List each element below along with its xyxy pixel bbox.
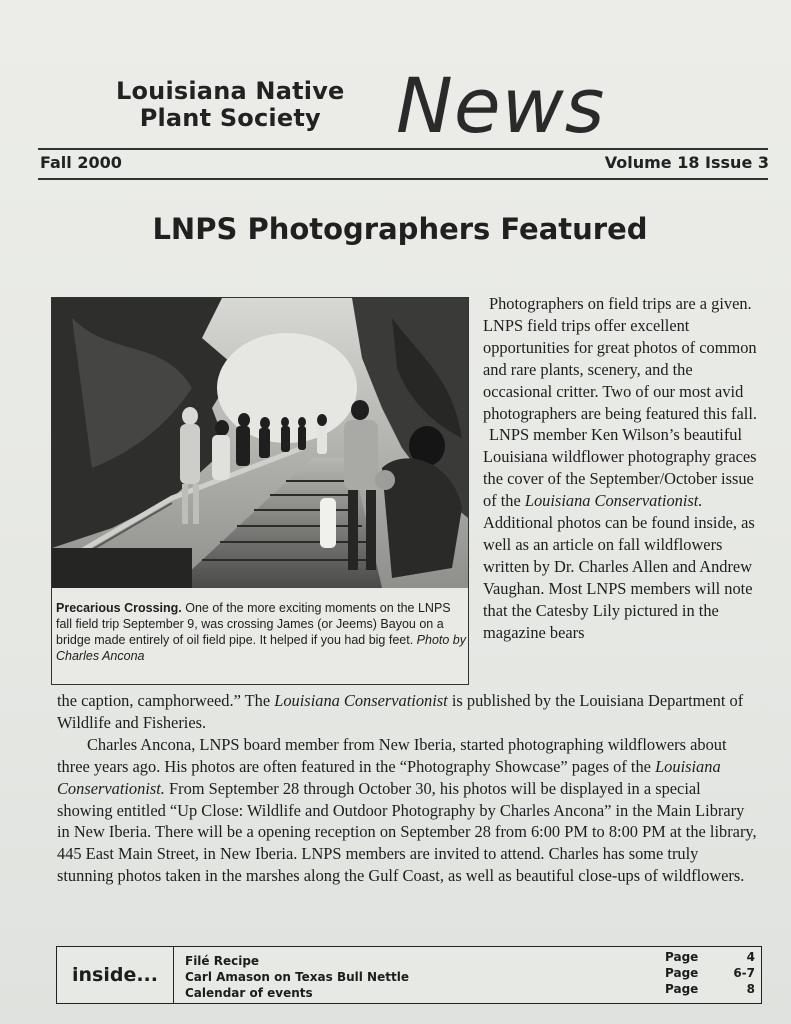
- page-word: Page: [665, 982, 699, 996]
- photo-with-caption: [51, 297, 469, 685]
- inside-item-title[interactable]: Filé Recipe: [185, 954, 260, 968]
- caption-body: One of the more exciting moments on the LNPS fall field trip September 9, was crossing James (or Jeems) Bayou on a bridge made entirely of oil field pipe. It helped if you had big feet.: [56, 601, 451, 647]
- organization-name: [116, 78, 345, 132]
- article-headline: LNPS Photographers Featured: [152, 212, 648, 246]
- paragraph-2-start: [483, 424, 758, 643]
- inside-contents-box: [56, 946, 762, 1004]
- paragraph-1: Photographers on field trips are a given. LNPS field trips offer excellent opportunities for great photos of common and rare plants, scenery, and the occasional critter. Two of our most avid photographers are being featured this fall.: [483, 294, 757, 423]
- caption-credit: Photo by Charles Ancona: [56, 633, 466, 663]
- paragraph-3: [57, 734, 757, 887]
- caption-title: Precarious Crossing.: [56, 601, 182, 615]
- issue-volume: Volume 18 Issue 3: [604, 153, 769, 172]
- article-right-column: [483, 293, 758, 644]
- inside-pages-list: [665, 949, 755, 997]
- article-full-width-text: [57, 690, 757, 887]
- masthead-title: News: [396, 61, 606, 150]
- photo-caption: [56, 600, 466, 664]
- page-number: 8: [746, 982, 755, 996]
- paragraph-2-text-c: the caption, camphorweed.” The: [57, 691, 275, 710]
- paragraph-3-text-b: From September 28 through October 30, his photos will be displayed in a special showing entitled “Up Close: Wildlife and Outdoor Photography by Charles Ancona” in the Main Library in New Iberia. There will be a opening reception on September 28 from 6:00 PM to 8:00 PM at the library, 445 East Main Street, in New Iberia. LNPS members are invited to attend. Charles has some truly stunning photos taken in the marshes along the Gulf Coast, as well as beautiful close-ups of wildflowers.: [57, 778, 757, 886]
- magazine-title: Louisiana Conservationist.: [524, 491, 703, 511]
- page-number: 4: [746, 950, 755, 964]
- paragraph-2-text-b: Additional photos can be found inside, as well as an article on fall wildflowers written by Dr. Charles Allen and Andrew Vaughan. Most LNPS members will note that the Catesby Lily pictured in the magazine bears: [483, 513, 755, 642]
- paragraph-2-end: [57, 690, 757, 734]
- magazine-title: Louisiana Conservationist: [274, 691, 448, 710]
- page-number: 6-7: [733, 966, 755, 980]
- paragraph-3-text-a: Charles Ancona, LNPS board member from New Iberia, started photographing wildflowers about three years ago. His photos are often featured in the “Photography Showcase” pages of the: [57, 734, 727, 776]
- org-line-2: Plant Society: [139, 104, 321, 132]
- masthead-rule-top: [38, 148, 768, 150]
- inside-page-ref: [665, 965, 755, 981]
- inside-page-ref: [665, 949, 755, 965]
- paragraph-2-text-d: is published by the Louisiana Department of Wildlife and Fisheries.: [57, 691, 744, 732]
- inside-item-title[interactable]: Carl Amason on Texas Bull Nettle: [185, 970, 409, 984]
- issue-season: Fall 2000: [40, 153, 122, 172]
- magazine-title: Louisiana Conservationist.: [57, 756, 721, 798]
- paragraph-2-text-a: LNPS member Ken Wilson’s beautiful Louisiana wildflower photography graces the cover of the September/October issue of the: [483, 425, 757, 511]
- org-line-1: Louisiana Native: [116, 77, 345, 105]
- masthead-rule-bottom: [38, 178, 768, 180]
- inside-page-ref: [665, 981, 755, 997]
- page-word: Page: [665, 966, 699, 980]
- bridge-crossing-photo: [52, 298, 468, 588]
- inside-items-list: [185, 953, 615, 1001]
- inside-item-title[interactable]: Calendar of events: [185, 986, 313, 1000]
- inside-label: inside...: [57, 947, 174, 1003]
- page-word: Page: [665, 950, 699, 964]
